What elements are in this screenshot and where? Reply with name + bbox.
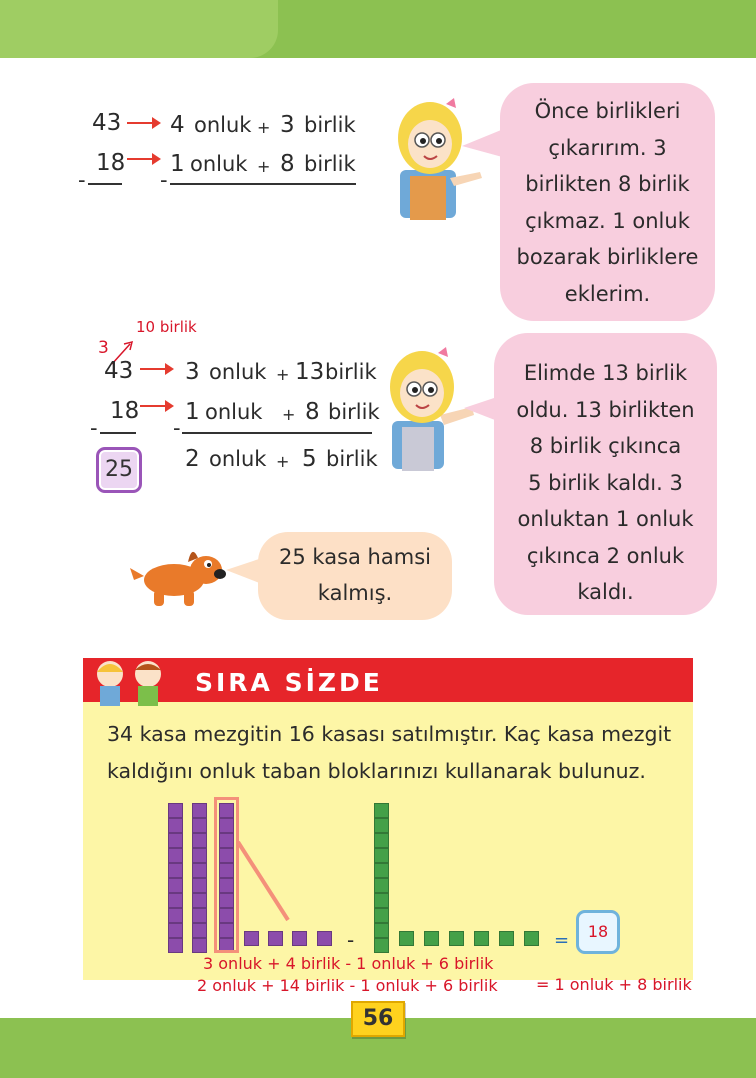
- plus-sign: +: [276, 452, 290, 471]
- rod-cube: [168, 863, 183, 878]
- dog-speech-bubble: [258, 532, 452, 620]
- sum-line: [182, 432, 372, 434]
- handwritten-result: = 1 onluk + 8 birlik: [536, 975, 692, 994]
- tens-label: onluk: [209, 447, 267, 471]
- speech-bubble: [494, 333, 717, 615]
- subtrahend: 18: [110, 398, 140, 424]
- bubble-line: onluktan 1 onluk: [517, 507, 694, 531]
- unit-cube: [244, 931, 259, 946]
- tens-label: onluk: [194, 113, 252, 137]
- minus-sign: -: [78, 168, 86, 192]
- rod-cube: [168, 803, 183, 818]
- bubble-tail: [462, 124, 506, 164]
- purple-rod: [192, 803, 207, 953]
- bubble-line: 8 birlik çıkınca: [529, 434, 682, 458]
- rod-cube: [374, 878, 389, 893]
- rod-cube: [168, 878, 183, 893]
- bubble-line: çıkmaz. 1 onluk: [525, 208, 690, 233]
- sum-line: [170, 183, 356, 185]
- bubble-line: çıkarırım. 3: [548, 135, 667, 160]
- rod-cube: [192, 923, 207, 938]
- unit-cube: [292, 931, 307, 946]
- tens-digit: 1: [185, 399, 200, 425]
- handwritten-working: 3 onluk + 4 birlik - 1 onluk + 6 birlik: [203, 954, 494, 973]
- speech-bubble: [500, 83, 715, 321]
- activity-prompt-line: kaldığını onluk taban bloklarınızı kullanarak bulunuz.: [107, 759, 646, 783]
- ones-digit: 5: [302, 446, 317, 472]
- rod-cube: [168, 893, 183, 908]
- ones-label: birlik: [304, 152, 356, 176]
- bubble-line: bozarak birliklere: [516, 245, 699, 269]
- tens-digit: 3: [185, 359, 200, 385]
- rod-cube: [374, 893, 389, 908]
- rod-cube: [168, 908, 183, 923]
- rod-cube: [192, 818, 207, 833]
- tens-digit: 4: [170, 112, 185, 138]
- ones-digit: 8: [280, 151, 295, 177]
- rod-cube: [374, 848, 389, 863]
- purple-rod: [168, 803, 183, 953]
- tens-digit: 2: [185, 446, 200, 472]
- rod-cube: [192, 908, 207, 923]
- unit-cube: [524, 931, 539, 946]
- bubble-line: 25 kasa hamsi: [279, 545, 431, 569]
- plus-sign: +: [276, 365, 290, 384]
- rod-cube: [168, 818, 183, 833]
- regroup-note: 10 birlik: [136, 318, 197, 336]
- rod-cube: [192, 878, 207, 893]
- cross-out-line: [236, 840, 292, 924]
- sum-line: [88, 183, 122, 185]
- plus-sign: +: [257, 157, 271, 176]
- rod-cube: [374, 908, 389, 923]
- ones-digit: 3: [280, 112, 295, 138]
- unit-cube: [424, 931, 439, 946]
- unit-cube: [449, 931, 464, 946]
- bubble-line: 5 birlik kaldı. 3: [528, 470, 683, 495]
- tens-label: onluk: [190, 152, 248, 176]
- minuend: 43: [92, 110, 122, 136]
- rod-cube: [168, 848, 183, 863]
- bubble-line: kalmış.: [317, 581, 393, 605]
- rod-cube: [192, 893, 207, 908]
- rod-cube: [168, 938, 183, 953]
- minus-sign: -: [173, 416, 181, 440]
- unit-cube: [499, 931, 514, 946]
- rod-cube: [168, 833, 183, 848]
- minuend: 43: [104, 358, 134, 384]
- red-arrow-icon: [127, 158, 159, 160]
- rod-cube: [374, 803, 389, 818]
- rod-cube: [192, 938, 207, 953]
- equals-sign: =: [554, 930, 570, 951]
- kids-icon: [92, 656, 172, 708]
- rod-cube: [168, 923, 183, 938]
- rod-cube: [374, 863, 389, 878]
- answer-box: 18: [576, 910, 620, 954]
- rod-cube: [192, 863, 207, 878]
- rod-cube: [192, 848, 207, 863]
- bubble-line: oldu. 13 birlikten: [516, 397, 695, 422]
- rod-cube: [374, 818, 389, 833]
- ones-label: birlik: [325, 360, 377, 384]
- minus-sign: -: [160, 168, 168, 192]
- dog-icon: [128, 540, 228, 612]
- rod-cube: [374, 938, 389, 953]
- bubble-line: Elimde 13 birlik: [523, 361, 688, 385]
- page-number: 56: [351, 1001, 405, 1037]
- rod-cube: [192, 833, 207, 848]
- handwritten-working: 2 onluk + 14 birlik - 1 onluk + 6 birlik: [197, 976, 498, 995]
- red-arrow-icon: [140, 368, 172, 370]
- bubble-tail: [226, 556, 262, 586]
- unit-cube: [474, 931, 489, 946]
- minus-sign: -: [347, 928, 355, 952]
- unit-cube: [268, 931, 283, 946]
- ones-label: birlik: [326, 447, 378, 471]
- red-arrow-icon: [140, 405, 172, 407]
- bubble-line: birlikten 8 birlik: [525, 172, 690, 196]
- bubble-line: çıkınca 2 onluk: [526, 543, 685, 568]
- top-tab: [0, 0, 278, 58]
- ones-label: birlik: [304, 113, 356, 137]
- tens-digit: 1: [170, 151, 185, 177]
- red-arrow-icon: [127, 122, 159, 124]
- ones-digit: 8: [305, 399, 320, 425]
- activity-title: SIRA SİZDE: [195, 668, 383, 697]
- tens-label: onluk: [205, 400, 263, 424]
- green-rod: [374, 803, 389, 953]
- bubble-line: eklerim.: [564, 281, 651, 306]
- unit-cube: [317, 931, 332, 946]
- unit-cube: [399, 931, 414, 946]
- ones-label: birlik: [328, 400, 380, 424]
- bubble-line: kaldı.: [577, 580, 634, 604]
- regroup-digit: 3: [98, 338, 109, 358]
- bubble-tail: [464, 392, 500, 428]
- sum-line: [100, 432, 136, 434]
- activity-prompt-line: 34 kasa mezgitin 16 kasası satılmıştır. Kaç kasa mezgit: [107, 722, 672, 746]
- ones-digit: 13: [295, 359, 325, 385]
- rod-cube: [374, 923, 389, 938]
- subtrahend: 18: [96, 150, 126, 176]
- minus-sign: -: [90, 416, 98, 440]
- rod-cube: [374, 833, 389, 848]
- plus-sign: +: [257, 118, 271, 137]
- plus-sign: +: [282, 405, 296, 424]
- result-box: 25: [96, 447, 142, 493]
- rod-cube: [192, 803, 207, 818]
- tens-label: onluk: [209, 360, 267, 384]
- activity-header-bar: [83, 658, 693, 702]
- bubble-line: Önce birlikleri: [534, 99, 681, 123]
